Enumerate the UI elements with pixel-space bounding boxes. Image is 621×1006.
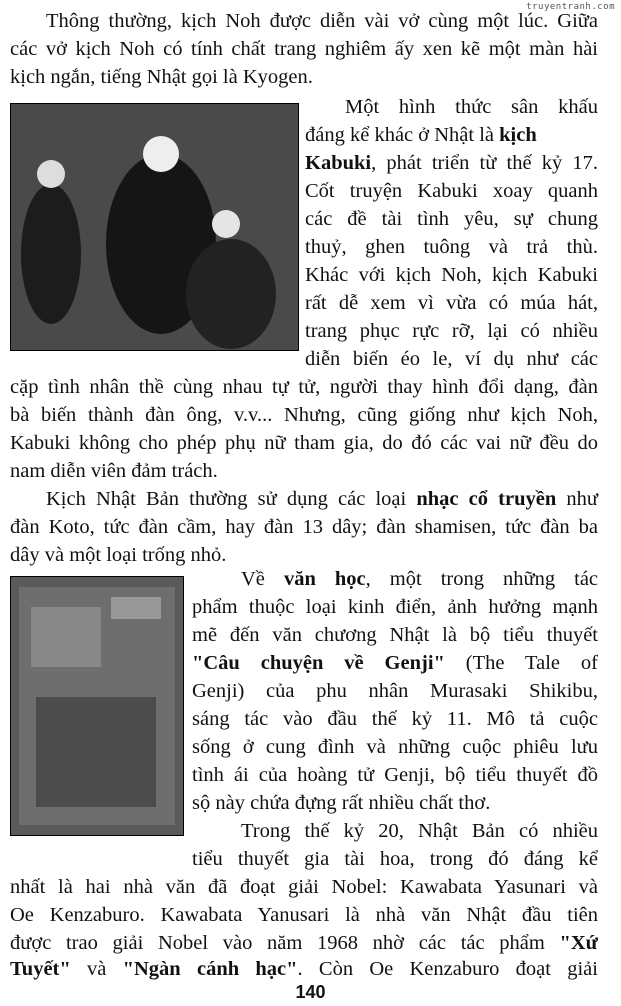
text-line [241,566,598,593]
text-line: Khác với kịch Noh, kịch Kabuki [305,264,598,286]
text-line: cặp tình nhân thề cùng nhau tự tử, người thay hình đổi dạng, đàn [10,376,598,398]
text-segment: như [556,488,598,510]
text-line [305,122,598,149]
text-line [10,930,598,957]
text-segment: đáng kể khác ở Nhật là [305,124,495,146]
text-line: Genji) của phu nhân Murasaki Shikibu, [192,680,598,702]
page-number: 140 [295,982,326,1002]
kabuki-photo [10,103,299,351]
text-line: tiểu thuyết gia tài hoa, trong đó đáng kể [192,848,598,870]
text-line: nam diễn viên đảm trách. [10,460,218,482]
text-line: Kabuki không cho phép phụ nữ tham gia, do đó các vai nữ đều do [10,432,598,454]
text-segment: Kịch Nhật Bản thường sử dụng các loại [46,488,407,510]
text-line: sộ này chứa đựng rất nhiều chất thơ. [192,792,491,814]
bold-term: nhạc cổ truyền [416,488,557,510]
bold-term: văn học [283,568,366,590]
bold-term: "Xứ [559,932,598,954]
text-line: các vở kịch Noh có tính chất trang nghiêm ấy xen kẽ một màn hài [10,38,598,60]
text-line: đàn Koto, tức đàn cầm, hay đàn 13 dây; đàn shamisen, tức đàn ba [10,516,598,538]
text-line: Oe Kenzaburo. Kawabata Yanusari là nhà văn Nhật đầu tiên [10,904,598,926]
text-line: phẩm thuộc loại kinh điển, ảnh hưởng mạnh [192,596,598,618]
text-segment: , một trong những tác [365,568,599,590]
bold-term: "Câu chuyện về Genji" [192,652,445,674]
text-line: dây và một loại trống nhỏ. [10,544,227,566]
text-line [10,956,598,983]
text-line [305,150,598,177]
text-segment: , phát triển từ thế kỷ 17. [371,152,598,174]
text-line: rất dễ xem vì vừa có múa hát, [305,292,598,314]
text-line: các đề tài tình yêu, sự chung [305,208,598,230]
bold-term: "Ngàn cánh hạc" [122,958,298,980]
book-cover-genji [10,576,184,836]
text-line: tình ái của hoàng tử Genji, bộ tiểu thuyết đồ [192,764,598,786]
watermark: truyentranh.com [526,2,615,12]
text-line: Trong thế kỷ 20, Nhật Bản có nhiều [241,820,598,842]
text-line: sáng tác vào đầu thế kỷ 11. Mô tả cuộc [192,708,598,730]
text-line: Thông thường, kịch Noh được diễn vài vở cùng một lúc. Giữa [46,10,598,32]
text-segment: (The Tale of [444,652,599,674]
bold-term: Tuyết" [10,958,71,980]
text-line: Cốt truyện Kabuki xoay quanh [305,180,598,202]
text-segment: được trao giải Nobel vào năm 1968 nhờ các tác phẩm [10,932,545,954]
text-line [46,486,598,513]
text-line: kịch ngắn, tiếng Nhật gọi là Kyogen. [10,66,313,88]
text-line: sống ở cung đình và những cuộc phiêu lưu [192,736,598,758]
text-line: diễn biến éo le, ví dụ như các [305,348,598,370]
text-line: bà biến thành đàn ông, v.v... Nhưng, cũng giống như kịch Noh, [10,404,598,426]
bold-term: kịch [499,124,537,146]
text-line: trang phục rực rỡ, lại có nhiều [305,320,598,342]
text-line: thuỷ, ghen tuông và trả thù. [305,236,598,258]
text-segment: . Còn Oe Kenzaburo đoạt giải [297,958,598,980]
text-segment: Về [241,568,284,590]
text-line [192,650,598,677]
text-line: nhất là hai nhà văn đã đoạt giải Nobel: Kawabata Yasunari và [10,876,598,898]
text-line: mẽ đến văn chương Nhật là bộ tiểu thuyết [192,624,598,646]
bold-term: Kabuki [305,152,372,174]
text-segment: và [70,958,123,980]
text-line: Một hình thức sân khấu [345,96,598,118]
